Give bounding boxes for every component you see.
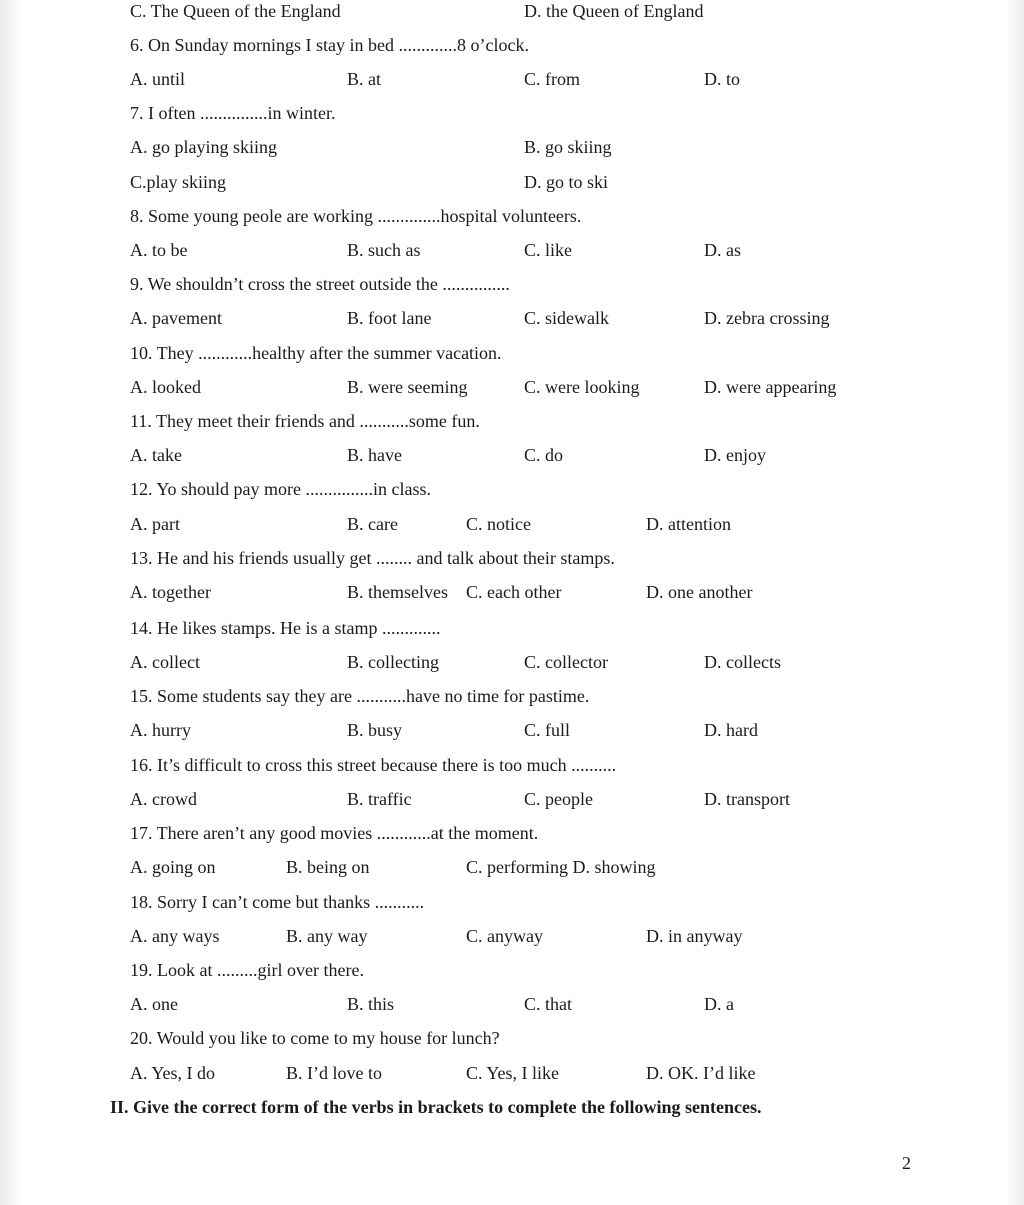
question-9: 9. We shouldn’t cross the street outside the ............... bbox=[130, 274, 510, 294]
option-d: D. attention bbox=[646, 514, 731, 534]
question-14: 14. He likes stamps. He is a stamp ............. bbox=[130, 618, 441, 638]
option-d: D. the Queen of England bbox=[524, 1, 704, 21]
option-b: B. at bbox=[347, 69, 381, 89]
question-20: 20. Would you like to come to my house for lunch? bbox=[130, 1028, 500, 1048]
option-b: B. collecting bbox=[347, 652, 439, 672]
option-b: B. have bbox=[347, 445, 402, 465]
option-a: A. take bbox=[130, 445, 182, 465]
option-b: B. I’d love to bbox=[286, 1063, 382, 1083]
page-number: 2 bbox=[902, 1153, 911, 1173]
option-d: D. hard bbox=[704, 720, 758, 740]
question-13: 13. He and his friends usually get ........ and talk about their stamps. bbox=[130, 548, 615, 568]
section-heading: II. Give the correct form of the verbs in brackets to complete the following sentences. bbox=[110, 1097, 762, 1117]
question-10: 10. They ............healthy after the summer vacation. bbox=[130, 343, 502, 363]
question-12: 12. Yo should pay more ...............in class. bbox=[130, 479, 431, 499]
option-b: B. being on bbox=[286, 857, 370, 877]
option-a: A. until bbox=[130, 69, 186, 89]
option-a: A. pavement bbox=[130, 308, 222, 328]
option-c: C. sidewalk bbox=[524, 308, 609, 328]
question-18: 18. Sorry I can’t come but thanks ........... bbox=[130, 892, 425, 912]
option-a: A. going on bbox=[130, 857, 216, 877]
option-a: A. go playing skiing bbox=[130, 137, 277, 157]
page-shadow-right bbox=[1006, 0, 1024, 1205]
option-b: B. such as bbox=[347, 240, 421, 260]
option-a: A. hurry bbox=[130, 720, 191, 740]
question-16: 16. It’s difficult to cross this street because there is too much .......... bbox=[130, 755, 617, 775]
option-c: C. anyway bbox=[466, 926, 543, 946]
option-b: B. this bbox=[347, 994, 395, 1014]
option-d: D. a bbox=[704, 994, 734, 1014]
option-a: A. any ways bbox=[130, 926, 220, 946]
option-c: C. collector bbox=[524, 652, 608, 672]
option-c: C. that bbox=[524, 994, 572, 1014]
option-a: A. part bbox=[130, 514, 180, 534]
option-b: B. were seeming bbox=[347, 377, 468, 397]
option-d: D. transport bbox=[704, 789, 790, 809]
option-b: B. care bbox=[347, 514, 398, 534]
option-c: C. each other bbox=[466, 582, 562, 602]
option-c-and-d: C. performing D. showing bbox=[466, 857, 656, 877]
option-a: A. to be bbox=[130, 240, 188, 260]
option-c: C. like bbox=[524, 240, 572, 260]
option-a: A. one bbox=[130, 994, 178, 1014]
option-b: B. traffic bbox=[347, 789, 412, 809]
option-c: C. people bbox=[524, 789, 593, 809]
option-a: A. together bbox=[130, 582, 211, 602]
option-b: B. foot lane bbox=[347, 308, 432, 328]
question-6: 6. On Sunday mornings I stay in bed .............8 o’clock. bbox=[130, 35, 529, 55]
option-d: D. OK. I’d like bbox=[646, 1063, 756, 1083]
option-c: C. Yes, I like bbox=[466, 1063, 560, 1083]
option-d: D. one another bbox=[646, 582, 753, 602]
question-19: 19. Look at .........girl over there. bbox=[130, 960, 364, 980]
option-a: A. Yes, I do bbox=[130, 1063, 216, 1083]
option-d: D. zebra crossing bbox=[704, 308, 830, 328]
option-d: D. collects bbox=[704, 652, 781, 672]
option-c: C. The Queen of the England bbox=[130, 1, 341, 21]
question-17: 17. There aren’t any good movies ............at the moment. bbox=[130, 823, 539, 843]
option-b: B. busy bbox=[347, 720, 403, 740]
option-c: C. were looking bbox=[524, 377, 640, 397]
question-11: 11. They meet their friends and ...........some fun. bbox=[130, 411, 480, 431]
option-d: D. were appearing bbox=[704, 377, 837, 397]
option-d: D. to bbox=[704, 69, 740, 89]
option-a: A. collect bbox=[130, 652, 200, 672]
option-b: B. go skiing bbox=[524, 137, 612, 157]
option-a: A. crowd bbox=[130, 789, 197, 809]
option-c: C. from bbox=[524, 69, 580, 89]
question-7: 7. I often ...............in winter. bbox=[130, 103, 336, 123]
page-shadow-left bbox=[0, 0, 20, 1205]
option-d: D. as bbox=[704, 240, 741, 260]
option-d: D. enjoy bbox=[704, 445, 766, 465]
option-b: B. themselves bbox=[347, 582, 448, 602]
question-8: 8. Some young peole are working ..............hospital volunteers. bbox=[130, 206, 582, 226]
option-c: C. full bbox=[524, 720, 571, 740]
option-d: D. go to ski bbox=[524, 172, 609, 192]
option-c: C. notice bbox=[466, 514, 531, 534]
option-c: C.play skiing bbox=[130, 172, 227, 192]
option-c: C. do bbox=[524, 445, 564, 465]
option-d: D. in anyway bbox=[646, 926, 743, 946]
option-a: A. looked bbox=[130, 377, 201, 397]
option-b: B. any way bbox=[286, 926, 368, 946]
question-15: 15. Some students say they are ...........have no time for pastime. bbox=[130, 686, 590, 706]
